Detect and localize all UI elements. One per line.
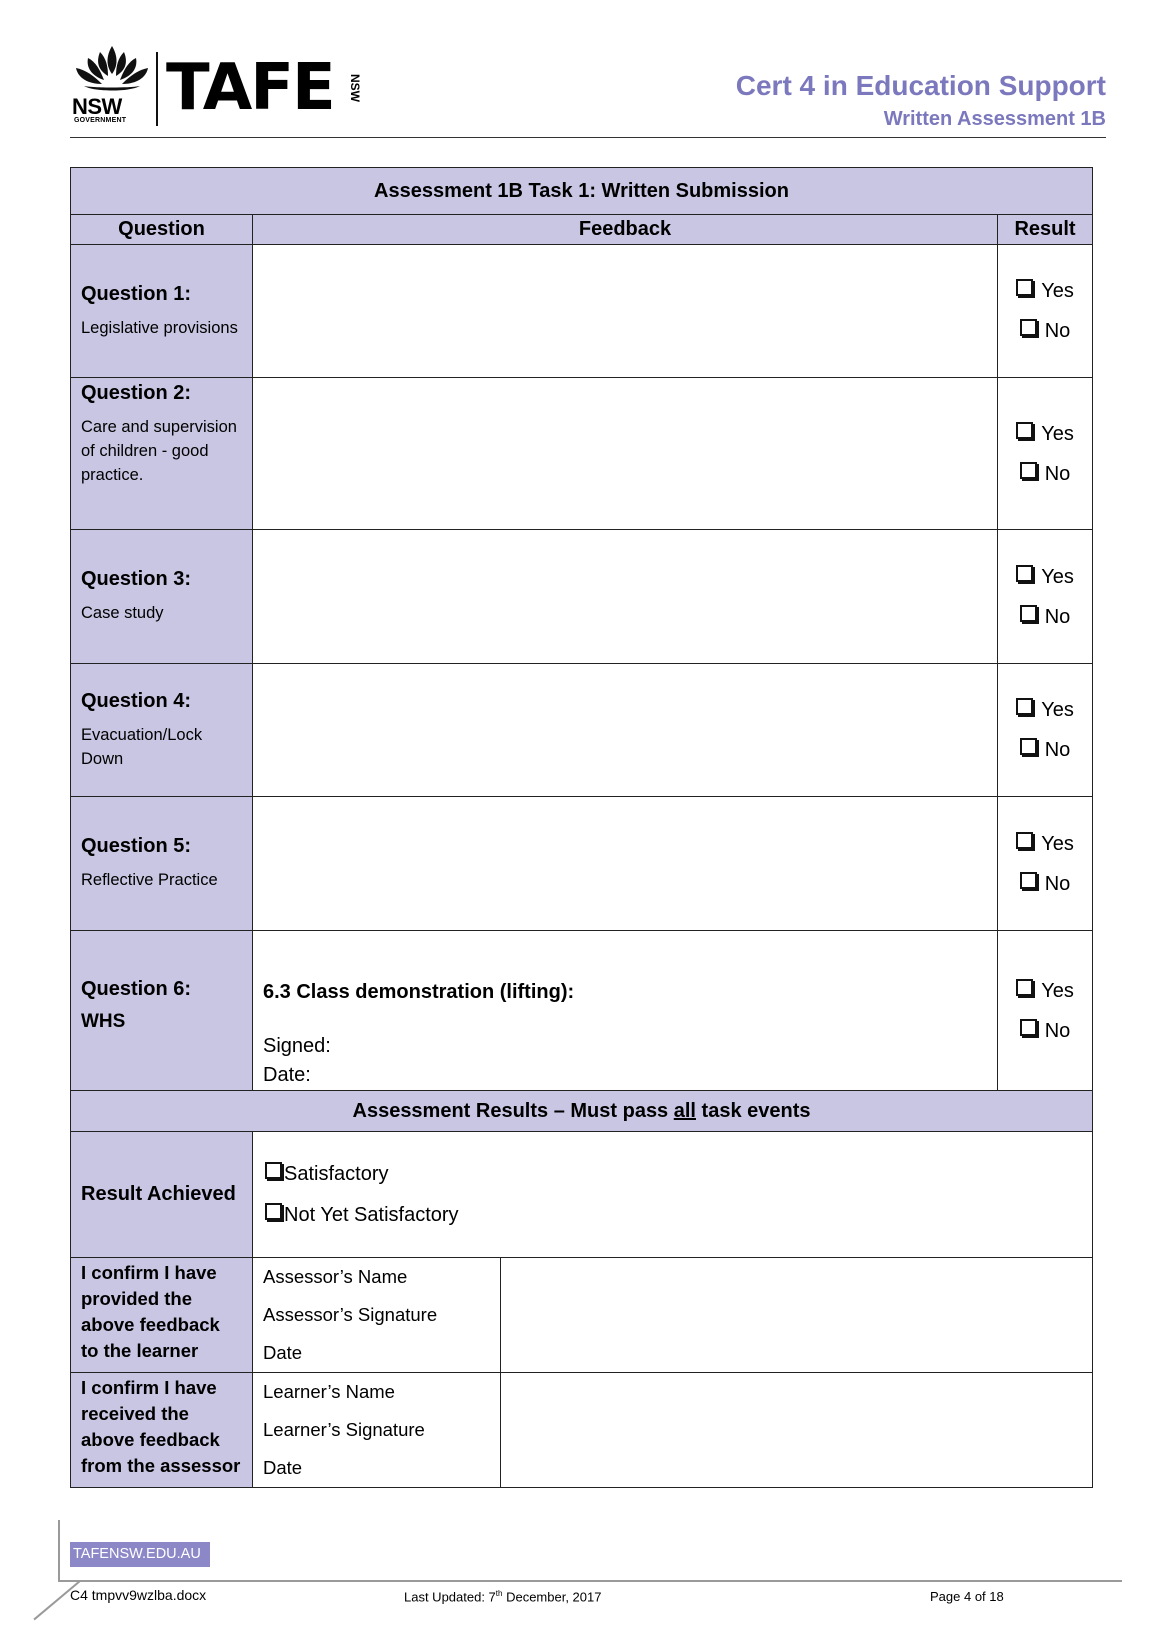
yes-label: Yes [1041,280,1074,302]
feedback-cell[interactable] [253,664,998,797]
table-row [71,931,1093,1091]
footer-website-badge: TAFENSW.EDU.AU [70,1542,210,1567]
question-description: Reflective Practice [81,871,218,889]
feedback-cell[interactable] [253,378,998,530]
assessor-signature-label: Assessor’s Signature [263,1304,438,1325]
logo-divider [156,52,158,126]
checkbox-icon [1016,698,1033,715]
no-label: No [1044,1019,1071,1042]
header-rule [70,137,1106,138]
satisfactory-label: Satisfactory [284,1162,389,1185]
no-label: No [1044,605,1071,628]
checkbox-icon [1016,279,1033,296]
document-subtitle: Written Assessment 1B [883,108,1106,130]
document-title: Cert 4 in Education Support [735,70,1106,101]
question-title: Question 1: [81,282,192,305]
checkbox-icon [1016,979,1033,996]
no-label: No [1044,462,1071,485]
checkbox-icon [1020,605,1037,622]
footer-updated-sup: th [495,1589,503,1598]
table-row [71,530,1093,664]
learner-name-label: Learner’s Name [263,1381,395,1402]
result-cell [998,245,1093,378]
question-title: Question 5: [81,835,192,857]
no-checkbox[interactable] [998,1011,1092,1051]
question-cell [71,931,253,1091]
result-achieved-label: Result Achieved [71,1132,253,1258]
learner-signature-label: Learner’s Signature [263,1419,425,1440]
no-checkbox[interactable] [998,730,1092,770]
yes-label: Yes [1041,832,1074,855]
results-section-header [71,1091,1093,1132]
question-description: Evacuation/Lock Down [81,725,203,768]
satisfactory-checkbox[interactable] [265,1154,1092,1195]
footer-updated-prefix: Last Updated: 7 [404,1589,496,1605]
question-title: Question 4: [81,689,192,712]
question-cell [71,797,253,931]
assessment-table [70,167,1093,1488]
yes-checkbox[interactable] [998,824,1092,864]
footer-vertical-rule [58,1520,60,1582]
no-label: No [1044,872,1071,895]
checkbox-icon [1016,832,1033,849]
no-label: No [1044,739,1071,761]
result-achieved-options [253,1132,1093,1258]
yes-checkbox[interactable] [998,690,1092,730]
footer-rule [58,1580,1122,1582]
feedback-cell[interactable] [253,797,998,931]
no-checkbox[interactable] [998,311,1092,351]
feedback-cell[interactable] [253,931,998,1091]
assessor-labels [253,1258,501,1373]
no-checkbox[interactable] [998,454,1092,494]
footer-page-number: Page 4 of 18 [930,1589,1004,1604]
learner-confirmation: I confirm I have received the above feedback from the assessor [71,1373,253,1488]
no-checkbox[interactable] [998,597,1092,637]
assessor-name-label: Assessor’s Name [263,1266,408,1287]
logo-tafe-text: TAFE [166,51,334,125]
waratah-flower-icon [70,44,154,94]
result-cell [998,931,1093,1091]
checkbox-icon [265,1162,282,1179]
question-description: Case study [81,604,164,622]
table-row [71,245,1093,378]
yes-label: Yes [1041,699,1074,721]
not-yet-satisfactory-label: Not Yet Satisfactory [284,1203,459,1226]
checkbox-icon [1020,1019,1037,1036]
question-description: Care and supervision of children - good practice. [81,418,237,484]
not-yet-satisfactory-checkbox[interactable] [265,1195,1092,1236]
learner-entry-field[interactable] [501,1373,1093,1488]
logo-nsw-text: NSW [72,94,122,119]
feedback-cell[interactable] [253,530,998,664]
results-header-emphasis: all [673,1099,696,1122]
result-cell [998,378,1093,530]
yes-checkbox[interactable] [998,414,1092,454]
question-cell [71,664,253,797]
result-cell [998,530,1093,664]
yes-checkbox[interactable] [998,971,1092,1011]
checkbox-icon [1016,565,1033,582]
checkbox-icon [1020,872,1037,889]
logo-government-text: GOVERNMENT [74,117,127,124]
question-cell [71,245,253,378]
q6-signed-label: Signed: [263,1035,331,1057]
result-cell [998,664,1093,797]
results-header-suffix: task events [696,1099,811,1122]
tafe-nsw-logo [70,44,362,130]
yes-checkbox[interactable] [998,557,1092,597]
column-header-feedback: Feedback [253,215,998,245]
q6-date-label: Date: [263,1064,311,1086]
feedback-cell[interactable] [253,245,998,378]
results-header-prefix: Assessment Results – Must pass [352,1099,674,1122]
column-header-result: Result [998,215,1093,245]
table-row [71,797,1093,931]
footer-updated-suffix: December, 2017 [502,1589,602,1605]
table-row [71,378,1093,530]
result-cell [998,797,1093,931]
column-header-question: Question [71,215,253,245]
question-title: Question 3: [81,568,192,590]
question-description: WHS [81,1011,126,1032]
checkbox-icon [1020,738,1037,755]
q6-feedback-title: 6.3 Class demonstration (lifting): [263,981,575,1003]
question-cell [71,378,253,530]
yes-label: Yes [1041,422,1074,445]
yes-label: Yes [1041,979,1074,1002]
yes-label: Yes [1041,565,1074,588]
question-cell [71,530,253,664]
question-title: Question 6: [81,978,192,1000]
assessor-confirmation: I confirm I have provided the above feedback to the learner [71,1258,253,1373]
question-description: Legislative provisions [81,318,238,337]
checkbox-icon [265,1203,282,1220]
footer-last-updated [404,1589,601,1604]
checkbox-icon [1016,422,1033,439]
table-caption: Assessment 1B Task 1: Written Submission [71,168,1093,215]
question-title: Question 2: [81,382,192,404]
learner-labels [253,1373,501,1488]
checkbox-icon [1020,319,1037,336]
logo-tafe-nsw-text: NSW [348,74,362,102]
checkbox-icon [1020,462,1037,479]
no-label: No [1044,320,1071,342]
yes-checkbox[interactable] [998,271,1092,311]
table-row [71,664,1093,797]
no-checkbox[interactable] [998,864,1092,904]
assessor-entry-field[interactable] [501,1258,1093,1373]
learner-date-label: Date [263,1457,303,1478]
assessor-date-label: Date [263,1342,303,1363]
footer-filename: C4 tmpvv9wzlba.docx [70,1587,207,1603]
